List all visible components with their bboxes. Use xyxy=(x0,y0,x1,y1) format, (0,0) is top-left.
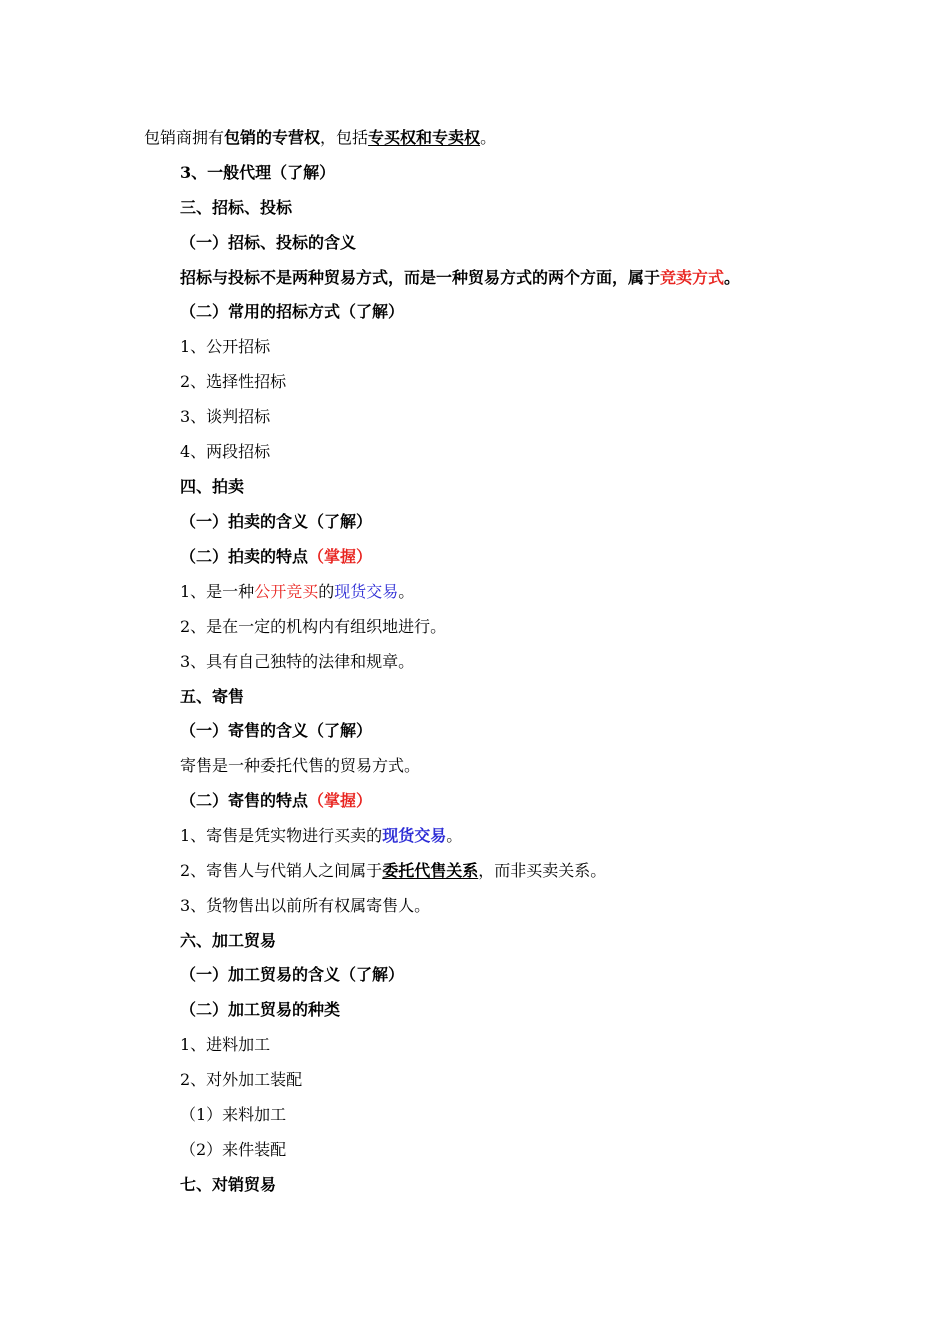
text-segment: （二）拍卖的特点 xyxy=(180,547,309,566)
text-segment: 招标与投标不是两种贸易方式，而是一种贸易方式的两个方面，属于 xyxy=(180,268,661,287)
text-segment: 2、寄售人与代销人之间属于 xyxy=(180,861,383,880)
text-segment: 。 xyxy=(398,582,415,601)
text-line xyxy=(144,127,496,149)
section-heading: 三、招标、投标 xyxy=(180,198,293,217)
section-heading: 四、拍卖 xyxy=(180,477,245,496)
text-segment: 的 xyxy=(318,582,335,601)
list-item: 2、是在一定的机构内有组织地进行。 xyxy=(180,617,447,636)
subsection-heading: （一）寄售的含义（了解） xyxy=(180,721,373,740)
list-item: 4、两段招标 xyxy=(180,442,271,461)
list-item xyxy=(180,825,462,847)
list-item xyxy=(180,581,414,603)
list-item: 1、公开招标 xyxy=(180,337,271,356)
blue-emphasis-text: 现货交易 xyxy=(382,826,447,845)
subsection-heading: 3、一般代理（了解） xyxy=(180,163,336,182)
red-emphasis-text: （掌握） xyxy=(308,547,373,566)
text-segment: 。 xyxy=(446,826,463,845)
subsection-heading xyxy=(180,546,372,568)
list-item: 2、选择性招标 xyxy=(180,372,287,391)
underlined-emphasis-text: 委托代售关系 xyxy=(382,861,479,880)
subsection-heading xyxy=(180,790,372,812)
list-item xyxy=(180,860,606,882)
red-emphasis-text: （掌握） xyxy=(308,791,373,810)
section-heading: 五、寄售 xyxy=(180,687,245,706)
section-heading: 七、对销贸易 xyxy=(180,1175,277,1194)
section-heading: 六、加工贸易 xyxy=(180,931,277,950)
list-item: 3、谈判招标 xyxy=(180,407,271,426)
list-item: 2、对外加工装配 xyxy=(180,1070,303,1089)
underlined-emphasis-text: 专买权和专卖权 xyxy=(368,128,481,147)
text-segment: 包销商拥有 xyxy=(144,128,225,147)
subsection-heading: （一）招标、投标的含义 xyxy=(180,233,357,252)
list-item: 3、具有自己独特的法律和规章。 xyxy=(180,652,415,671)
text-segment: 1、是一种 xyxy=(180,582,255,601)
text-segment: ，而非买卖关系。 xyxy=(478,861,607,880)
subsection-heading: （二）常用的招标方式（了解） xyxy=(180,302,405,321)
text-segment: 1、寄售是凭实物进行买卖的 xyxy=(180,826,383,845)
red-emphasis-text: 公开竞买 xyxy=(254,582,319,601)
text-segment: 。 xyxy=(480,128,497,147)
text-segment: （二）寄售的特点 xyxy=(180,791,309,810)
emphasis-text: 包销的专营权 xyxy=(224,128,321,147)
paragraph: 寄售是一种委托代售的贸易方式。 xyxy=(180,756,421,775)
text-segment: ，包括 xyxy=(320,128,369,147)
list-item: 1、进料加工 xyxy=(180,1035,271,1054)
subsection-heading: （一）拍卖的含义（了解） xyxy=(180,512,373,531)
text-segment: 。 xyxy=(724,268,741,287)
subsection-heading: （二）加工贸易的种类 xyxy=(180,1000,341,1019)
red-emphasis-text: 竞卖方式 xyxy=(660,268,725,287)
list-item: （1）来料加工 xyxy=(180,1105,287,1124)
blue-emphasis-text: 现货交易 xyxy=(334,582,399,601)
list-item: （2）来件装配 xyxy=(180,1140,287,1159)
bold-paragraph xyxy=(180,267,740,289)
list-item: 3、货物售出以前所有权属寄售人。 xyxy=(180,896,431,915)
subsection-heading: （一）加工贸易的含义（了解） xyxy=(180,965,405,984)
